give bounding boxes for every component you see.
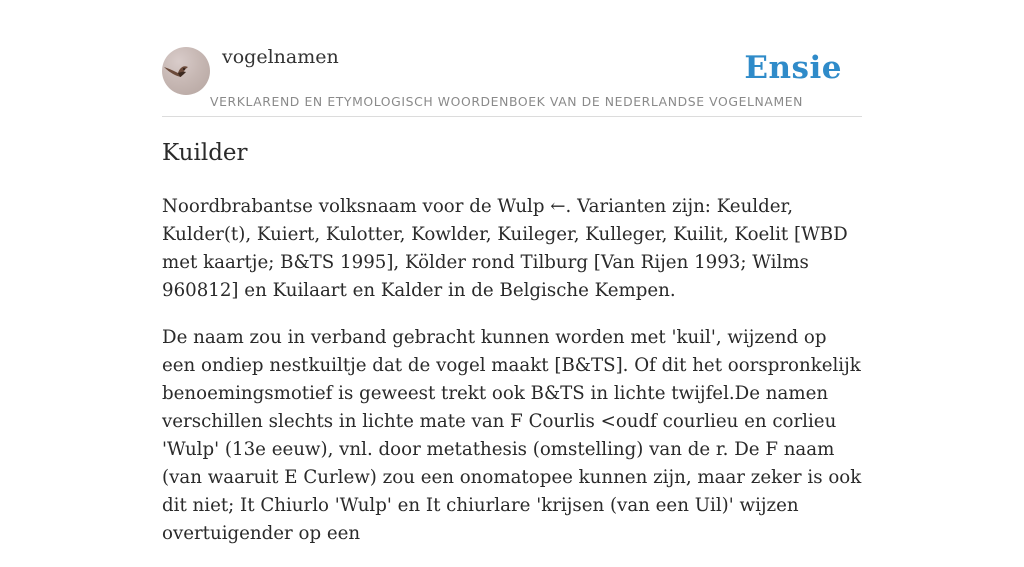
entry-content [162,193,862,567]
site-avatar[interactable] [162,47,210,95]
page [162,0,862,544]
site-header [162,0,862,117]
entry-title: Kuilder [162,140,248,166]
entry-paragraph-1 [162,193,862,305]
paragraph-1-end: . Varianten zijn: Keulder, Kulder(t), Kuiert, Kulotter, Kowlder, Kuileger, Kulleger, Kuilit, Koelit [WBD met kaartje; B&TS 1995], Kölder rond Tilburg [Van Rijen 1993; Wilms 960812] en Kuilaart en Kalder in de Belgische Kempen. [162,196,848,301]
paragraph-1-start: Noordbrabantse volksnaam voor de Wulp [162,196,551,217]
site-subtitle: VERKLAREND EN ETYMOLOGISCH WOORDENBOEK VAN DE NEDERLANDSE VOGELNAMEN [210,94,804,109]
bird-icon [162,47,210,95]
entry-paragraph-2: De naam zou in verband gebracht kunnen worden met 'kuil', wijzend op een ondiep nestkuiltje dat de vogel maakt [B&TS]. Of dit het oorspronkelijk benoemingsmotief is geweest trekt ook B&TS in lichte twijfel.De namen verschillen slechts in lichte mate van F Courlis <oudf courlieu en corlieu 'Wulp' (13e eeuw), vnl. door metathesis (omstelling) van de r. De F naam (van waaruit E Curlew) zou een onomatopee kunnen zijn, maar zeker is ook dit niet; It Chiurlo 'Wulp' en It chiurlare 'krijsen (van een Uil)' wijzen overtuigender op een [162,327,862,544]
reference-arrow-link[interactable]: ← [550,196,566,217]
ensie-logo[interactable]: Ensie [744,50,842,86]
site-name[interactable]: vogelnamen [222,46,339,68]
